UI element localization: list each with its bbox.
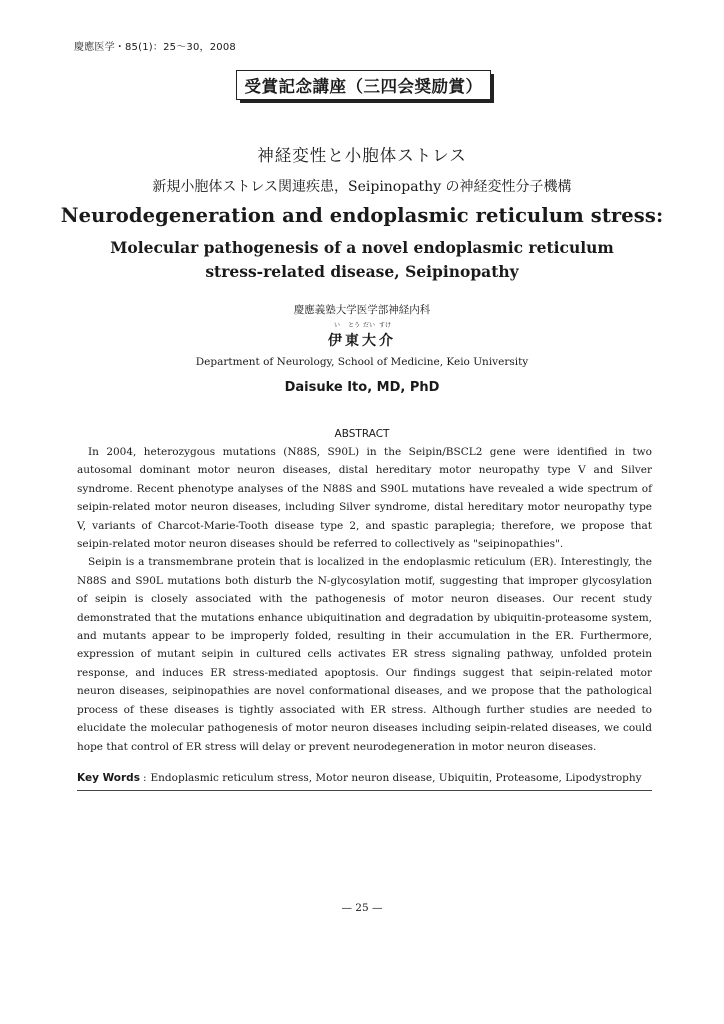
keywords-list: Endoplasmic reticulum stress, Motor neuron disease, Ubiquitin, Proteasome, Lipodystrophy — [150, 772, 642, 784]
reading-syllable: だい — [363, 322, 376, 329]
abstract-paragraph: Seipin is a transmembrane protein that is localized in the endoplasmic reticulum (ER). Interestingly, the N88S and S90L mutations both disturb the N-glycosylation motif, suggesting that improper glycosylation of seipin is closely associated with the pathogenesis of motor neuron diseases. Our recent study demonstrated that the mutations enhance ubiquitination and degradation by ubiquitin-proteasome system, and mutants appear to be improperly folded, resulting in their accumulation in the ER. Furthermore, expression of mutant seipin in cultured cells activates ER stress signaling pathway, unfolded protein response, and induces ER stress-mediated apoptosis. Our findings suggest that seipin-related motor neuron diseases, seipinopathies are novel conformational diseases, and we propose that the pathological process of these diseases is tightly associated with ER stress. Although further studies are needed to elucidate the molecular pathogenesis of motor neuron diseases including seipin-related diseases, we could hope that control of ER stress will delay or prevent neurodegeneration in motor neuron diseases. — [77, 556, 652, 753]
reading-syllable: とう — [348, 322, 361, 329]
page-number: — 25 — — [341, 902, 383, 914]
keywords-divider — [77, 790, 652, 791]
affiliation-english: Department of Neurology, School of Medicine, Keio University — [195, 356, 529, 368]
journal-reference: 慶應医学・85(1)：25〜30，2008 — [74, 42, 236, 53]
subtitle-english — [0, 236, 724, 284]
abstract-body — [77, 443, 652, 756]
affiliation-japanese: 慶應義塾大学医学部神経内科 — [293, 304, 431, 316]
reading-syllable: すけ — [379, 322, 392, 329]
abstract-paragraph: In 2004, heterozygous mutations (N88S, S90L) in the Seipin/BSCL2 gene were identified in two autosomal dominant motor neuron diseases, distal hereditary motor neuropathy type V and Silver syndrome. Recent phenotype analyses of the N88S and S90L mutations have revealed a wide spectrum of seipin-related motor neuron diseases, including Silver syndrome, distal hereditary motor neuropathy type V, variants of Charcot-Marie-Tooth disease type 2, and spastic paraplegia; therefore, we propose that seipin-related motor neuron diseases should be referred to collectively as "seipinopathies". — [77, 446, 652, 551]
title-japanese: 神経変性と小胞体ストレス — [257, 146, 467, 165]
award-lecture-box — [236, 70, 491, 100]
author-english: Daisuke Ito, MD, PhD — [284, 380, 440, 395]
keywords-label: Key Words — [77, 772, 140, 784]
keywords-line — [77, 772, 652, 784]
reading-syllable: い — [334, 322, 341, 329]
subtitle-english-line-2: stress-related disease, Seipinopathy — [205, 262, 519, 281]
keywords-separator: : — [142, 772, 147, 784]
title-english: Neurodegeneration and endoplasmic reticulum stress: — [60, 204, 664, 227]
abstract-heading: ABSTRACT — [334, 428, 390, 440]
author-japanese: 伊東大介 — [328, 333, 396, 349]
subtitle-english-line-1: Molecular pathogenesis of a novel endoplasmic reticulum — [110, 238, 614, 257]
subtitle-japanese: 新規小胞体ストレス関連疾患，Seipinopathy の神経変性分子機構 — [152, 179, 572, 195]
award-lecture-title: 受賞記念講座（三四会奨励賞） — [244, 77, 483, 96]
